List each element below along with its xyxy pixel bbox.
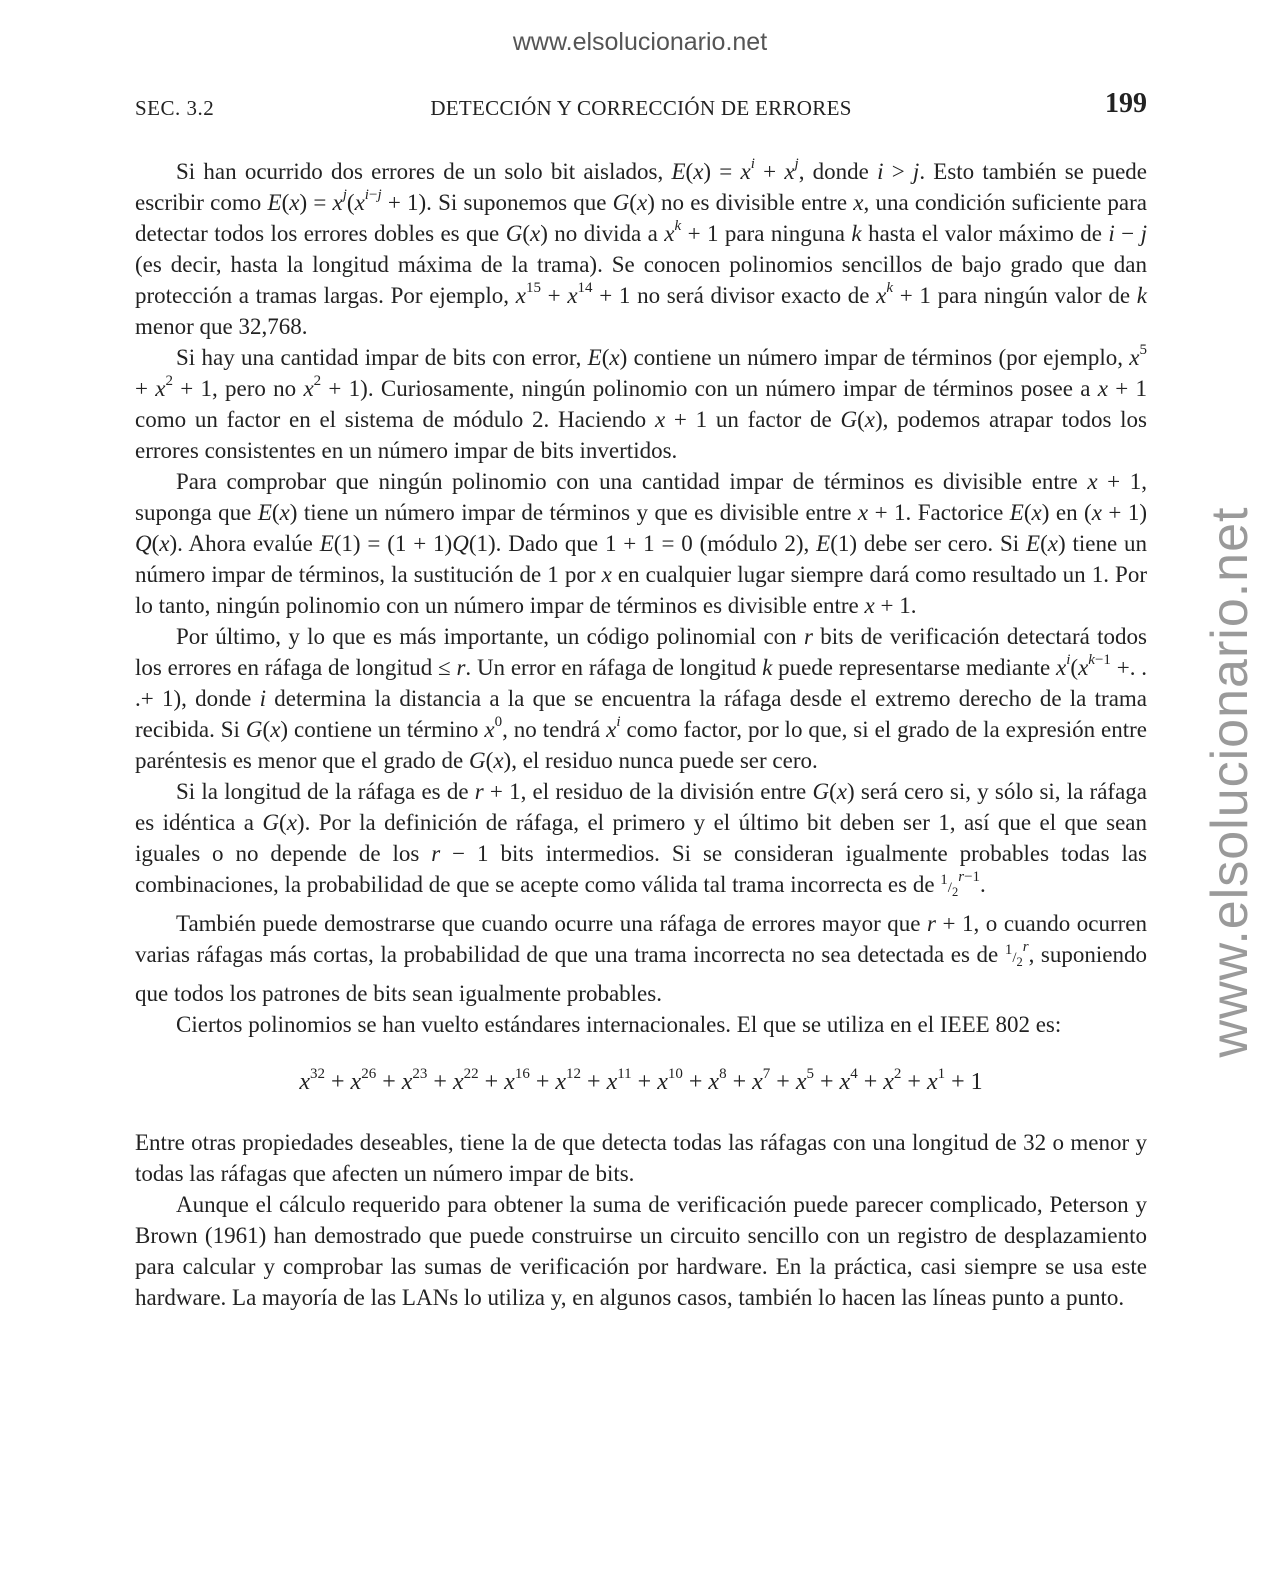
paragraph-hardware: Aunque el cálculo requerido para obtener la suma de verificación puede parecer complicado, Peterson y Brown (1961) han demostrado que puede construirse un circuito sencillo con un registro de desplazamiento para calcular y comprobar las sumas de verificación por hardware. En la práctica, casi siempre se usa este hardware. La mayoría de las LANs lo utiliza y, en algunos casos, también lo hacen las líneas punto a punto. — [135, 1192, 1147, 1310]
paragraph-double-errors: Si han ocurrido dos errores de un solo bit aislados, $E(x) = x^i + x^j$, donde i > j. Esto también se puede escribir como $E(x) = x^j(x^{i-j} + 1)$. Si suponemos que G(x) no es divisible entre x, una condición suficiente para detectar todos los errores dobles es que G(x) no divida a $x^k + 1$ para ninguna k hasta el valor máximo de i − j (es decir, hasta la longitud máxima de la trama). Se conocen polinomios sencillos de bajo grado que dan protección a tramas largas. Por ejemplo, $x^{15} + x^{14} + 1$ no será divisor exacto de $x^k + 1$ para ningún valor de k menor que 32,768. — [135, 156, 1147, 339]
page-number: 199 — [1105, 88, 1147, 119]
watermark-top: www.elsolucionario.net — [512, 28, 768, 56]
ieee802-polynomial: $x^{32} + x^{26} + x^{23} + x^{22} + x^{16} + x^{12} + x^{11} + x^{10} + x^8 + x^7 + x^5 + x^4 + x^2 + x^1 + 1$ — [299, 1066, 983, 1095]
watermark-side: www.elsolucionario.net — [1201, 506, 1259, 1058]
paragraph-standards: Ciertos polinomios se han vuelto estándares internacionales. El que se utiliza en el IEEE 802 es: — [176, 1012, 1062, 1037]
paragraph-burst-r1: Si la longitud de la ráfaga es de r + 1, el residuo de la división entre G(x) será cero si, y sólo si, la ráfaga es idéntica a G(x). Por la definición de ráfaga, el primero y el último bit deben ser 1, así que el que sean iguales o no depende de los r − 1 bits intermedios. Si se consideran igualmente probables todas las combinaciones, la probabilidad de que se acepte como válida tal trama incorrecta es de $^1/_2^{r-1}$. — [135, 779, 1147, 899]
paragraph-burst: Por último, y lo que es más importante, un código polinomial con r bits de verificación detectará todos los errores en ráfaga de longitud ≤ r. Un error en ráfaga de longitud k puede representarse mediante $x^i(x^{k-1}$ +. . .+ 1), donde i determina la distancia a la que se encuentra la ráfaga desde el extremo derecho de la trama recibida. Si G(x) contiene un término $x^0$, no tendrá $x^i$ como factor, por lo que, si el grado de la expresión entre paréntesis es menor que el grado de G(x), el residuo nunca puede ser cero. — [135, 624, 1148, 773]
paragraph-longer-burst: También puede demostrarse que cuando ocurre una ráfaga de errores mayor que r + 1, o cuando ocurren varias ráfagas más cortas, la probabilidad de que una trama incorrecta no sea detectada es de $^1/_2^r$, suponiendo que todos los patrones de bits sean igualmente probables. — [135, 911, 1148, 1006]
paragraph-odd-bits: Si hay una cantidad impar de bits con error, E(x) contiene un número impar de términos (por ejemplo, $x^5 + x^2 + 1$, pero no $x^2 + 1$). Curiosamente, ningún polinomio con un número impar de términos posee a x + 1 como un factor en el sistema de módulo 2. Haciendo x + 1 un factor de G(x), podemos atrapar todos los errores consistentes en un número impar de bits invertidos. — [135, 342, 1148, 463]
chapter-title: DETECCIÓN Y CORRECCIÓN DE ERRORES — [430, 96, 852, 120]
running-header — [135, 88, 1147, 128]
paragraph-properties: Entre otras propiedades deseables, tiene la de que detecta todas las ráfagas con una longitud de 32 o menor y todas las ráfagas que afecten un número impar de bits. — [135, 1130, 1147, 1186]
body-text — [135, 156, 1147, 1313]
paragraph-proof: Para comprobar que ningún polinomio con una cantidad impar de términos es divisible entre x + 1, suponga que E(x) tiene un número impar de términos y que es divisible entre x + 1. Factorice E(x) en (x + 1) Q(x). Ahora evalúe E(1) = (1 + 1)Q(1). Dado que 1 + 1 = 0 (módulo 2), E(1) debe ser cero. Si E(x) tiene un número impar de términos, la sustitución de 1 por x en cualquier lugar siempre dará como resultado un 1. Por lo tanto, ningún polinomio con un número impar de términos es divisible entre x + 1. — [135, 469, 1148, 618]
section-label: SEC. 3.2 — [135, 96, 215, 120]
